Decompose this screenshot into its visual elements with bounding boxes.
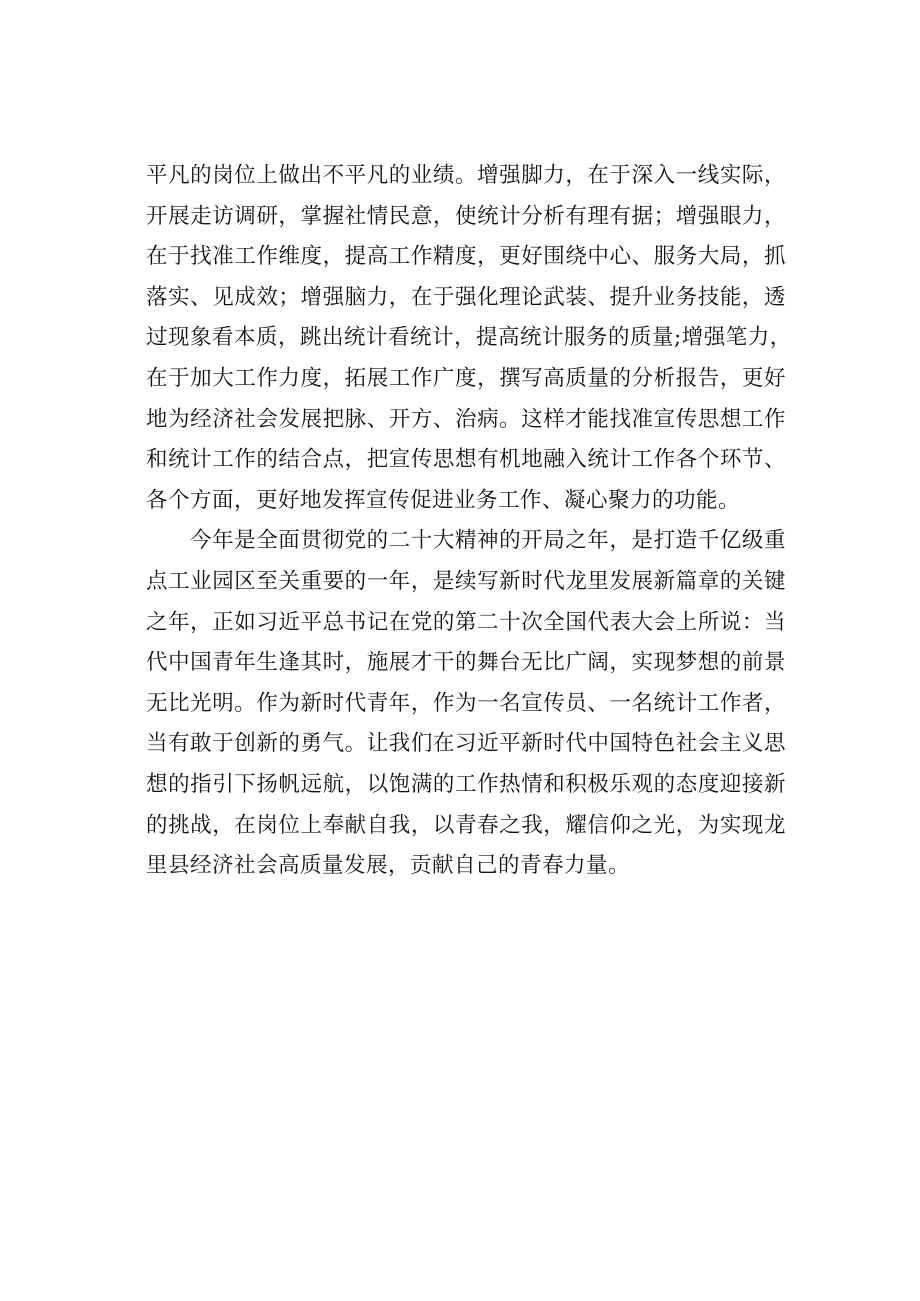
text-line: 里县经济社会高质量发展，贡献自己的青春力量。 [146,853,631,879]
text-line: 和统计工作的结合点，把宣传思想有机地融入统计工作各个环节、 [146,447,786,473]
text-line: 开展走访调研，掌握社情民意，使统计分析有理有据；增强眼力， [146,203,786,229]
document-body [146,156,792,887]
text-line: 过现象看本质，跳出统计看统计，提高统计服务的质量;增强笔力， [146,325,792,351]
paragraph-2 [146,521,786,886]
text-line: 当有敢于创新的勇气。让我们在习近平新时代中国特色社会主义思 [146,731,786,757]
text-line: 各个方面，更好地发挥宣传促进业务工作、凝心聚力的功能。 [146,487,741,513]
paragraph-1 [146,156,792,521]
text-line: 今年是全面贯彻党的二十大精神的开局之年，是打造千亿级重 [190,528,786,554]
text-line: 之年，正如习近平总书记在党的第二十次全国代表大会上所说：当 [146,609,786,635]
text-line: 想的指引下扬帆远航，以饱满的工作热情和积极乐观的态度迎接新 [146,771,786,797]
text-line: 地为经济社会发展把脉、开方、治病。这样才能找准宣传思想工作 [146,406,786,432]
text-line: 的挑战，在岗位上奉献自我，以青春之我，耀信仰之光，为实现龙 [146,812,786,838]
text-line: 在于加大工作力度，拓展工作广度，撰写高质量的分析报告，更好 [146,365,786,391]
text-line: 在于找准工作维度，提高工作精度，更好围绕中心、服务大局，抓 [146,244,786,270]
text-line: 点工业园区至关重要的一年，是续写新时代龙里发展新篇章的关键 [146,568,786,594]
text-line: 代中国青年生逢其时，施展才干的舞台无比广阔，实现梦想的前景 [146,650,786,676]
text-line: 平凡的岗位上做出不平凡的业绩。增强脚力，在于深入一线实际， [146,163,786,188]
text-line: 无比光明。作为新时代青年，作为一名宣传员、一名统计工作者， [146,690,786,716]
text-line: 落实、见成效；增强脑力，在于强化理论武装、提升业务技能，透 [146,284,786,310]
